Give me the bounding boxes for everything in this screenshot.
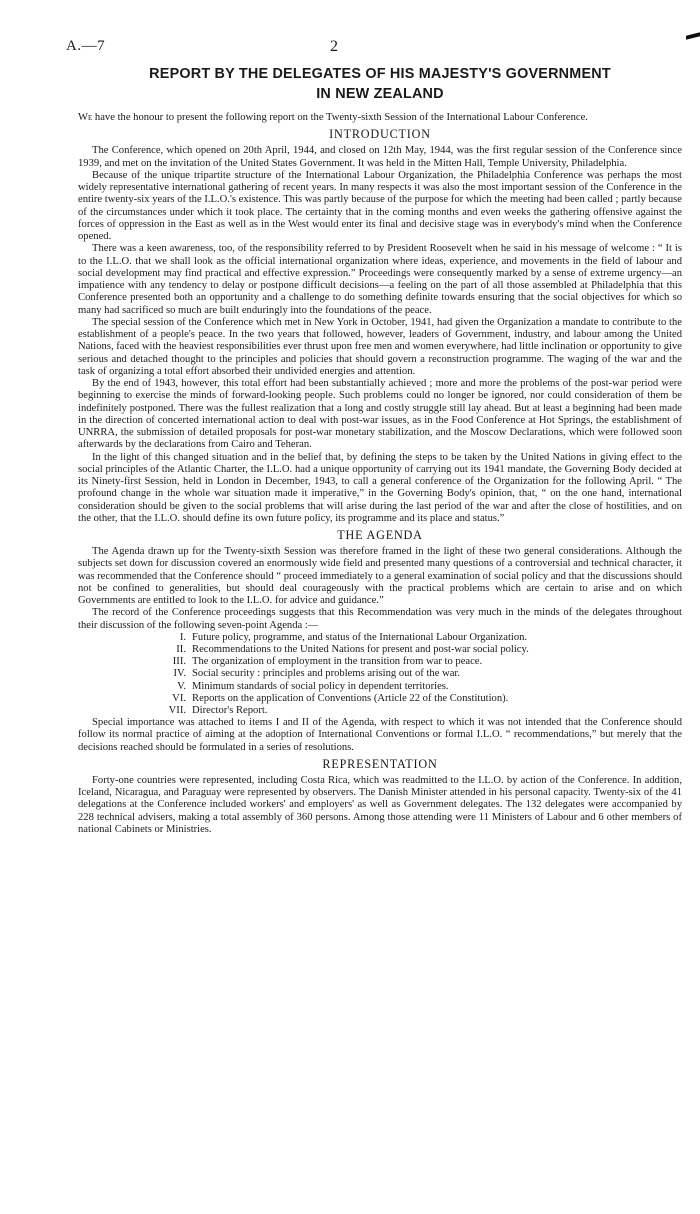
- agenda-item: [164, 693, 682, 705]
- agenda-item-text: Social security : principles and problems arising out of the war.: [192, 668, 461, 680]
- introduction-paragraph: By the end of 1943, however, this total effort had been substantially achieved ; more and more the problems of the post-war period were beginning to exercise the minds of forward-looking people. Such problems could no longer be ignored, nor could consideration of them be indefinitely postponed. There was the fullest realization that a long and costly struggle still lay ahead. But at least a beginning had been made in the direction of concerted international action to deal with post-war issues, as in the Food Conference at Hot Springs, the establishment of UNRRA, the submission of detailed proposals for post-war monetary stabilization, and the Moscow Declarations, which were followed soon afterwards by the declarations from Cairo and Teheran.: [78, 378, 682, 451]
- agenda-item: [164, 668, 682, 680]
- introduction-paragraph: Because of the unique tripartite structure of the International Labour Organization, the Philadelphia Conference was perhaps the most widely representative international gathering of recent years. In many respects it was also the most important session of the Conference in the entire twenty-six years of the I.L.O.'s existence. This was partly because of the purpose for which the meeting had been called ; partly because of the circumstances under which it took place. The certainty that in the coming months and even weeks the gathering offensive against the forces of oppression in the East as well as in the West would enter its final and decisive stage was in everybody's mind when the Conference opened.: [78, 169, 682, 242]
- agenda-item-number: III.: [172, 656, 186, 668]
- page-number: 2: [330, 38, 338, 55]
- opening-paragraph-text: have the honour to present the following report on the Twenty-sixth Session of the International Labour Conference.: [92, 112, 588, 123]
- report-title-line-2: IN NEW ZEALAND: [316, 86, 444, 102]
- opening-paragraph: [78, 112, 682, 124]
- section-heading-introduction: INTRODUCTION: [329, 127, 431, 142]
- opening-paragraph-lead: We: [78, 112, 93, 123]
- agenda-closing-paragraph: Special importance was attached to items I and II of the Agenda, with respect to which it was not intended that the Conference should follow its normal practice of aiming at the adoption of International Conventions or formal I.L.O. “ recommendations,” but merely that the decisions reached should be formulated in a series of resolutions.: [78, 717, 682, 753]
- introduction-paragraph: In the light of this changed situation and in the belief that, by defining the steps to be taken by the United Nations in giving effect to the social principles of the Atlantic Charter, the I.L.O. had a unique opportunity of carrying out its 1941 mandate, the Governing Body decided at its Ninety-first Session, held in London in December, 1943, to call a general conference of the Organization for the following April. “ The profound change in the whole war situation made it imperative,” in the Governing Body's opinion, that, “ on the one hand, international consideration should be given to the social problems that will arise during the last period of the war and after the close of hostilities, and on the other, that the I.L.O. should define its own future policy, its programme and its place and status.”: [78, 451, 682, 524]
- agenda-item: [164, 644, 682, 656]
- agenda-item-number: V.: [177, 680, 186, 692]
- report-title-line-1: REPORT BY THE DELEGATES OF HIS MAJESTY'S GOVERNMENT: [149, 66, 611, 82]
- agenda-item: [164, 705, 682, 717]
- agenda-item-number: VI.: [172, 692, 186, 704]
- introduction-paragraph: The Conference, which opened on 20th April, 1944, and closed on 12th May, 1944, was the first regular session of the Conference since 1939, and met on the invitation of the United States Government. It was held in the Mitten Hall, Temple University, Philadelphia.: [78, 145, 682, 169]
- agenda-paragraph: The Agenda drawn up for the Twenty-sixth Session was therefore framed in the light of these two general considerations. Although the subjects set down for discussion covered an enormously wide field and presented many questions of a controversial and technical character, it was recommended that the Conference should “ proceed immediately to a general examination of social policy and that the discussions should not be confined to generalities, but should deal courageously with the practical problems which are certain to arise and on which Governments are entitled to look to the I.L.O. for advice and guidance.”: [78, 546, 682, 606]
- introduction-paragraph: The special session of the Conference which met in New York in October, 1941, had given the Organization a mandate to contribute to the establishment of a people's peace. In the two years that followed, however, leaders of Government, industry, and labour among the United Nations, faced with the heaviest responsibilities ever thrust upon free men and women everywhere, had little inclination or opportunity to give serious and detached thought to the principles and policies that should govern a reconstruction programme. The waging of the war and the task of organizing a total effort absorbed their undivided energies and attention.: [78, 316, 682, 377]
- agenda-item: [164, 681, 682, 693]
- introduction-paragraph: There was a keen awareness, too, of the responsibility referred to by President Roosevelt when he said in his message of welcome : “ It is to the I.L.O. that we shall look as the official international organization where ideas, experience, and movements in the field of labour and social development may find practical and effective expression.” Proceedings were consequently marked by a sense of extreme urgency—an impatience with any tendency to delay or postpone difficult decisions—a feeling on the part of all those assembled at Philadelphia that this Conference presented both an opportunity and a challenge to do something definite towards ensuring that the social objectives for which so many had sacrificed so much are built enduringly into the foundations of the peace.: [78, 243, 682, 316]
- agenda-item-text: Recommendations to the United Nations for present and post-war social policy.: [192, 643, 529, 655]
- page-header: [66, 38, 682, 60]
- section-heading-representation: REPRESENTATION: [322, 756, 438, 771]
- agenda-item-text: Minimum standards of social policy in dependent territories.: [192, 680, 449, 692]
- agenda-item: [164, 656, 682, 668]
- representation-paragraph: Forty-one countries were represented, including Costa Rica, which was readmitted to the I.L.O. by action of the Conference. In addition, Iceland, Nicaragua, and Paraguay were represented by observers. The Danish Minister attended in his personal capacity. Twenty-six of the 41 delegations at the Conference included workers' and employers' as well as Government delegates. The 132 delegates were accompanied by 228 technical advisers, making a total assembly of 360 persons. Among those attending were 11 Ministers of Labour and 6 other members of national Cabinets or Ministries.: [78, 774, 682, 835]
- agenda-paragraph: The record of the Conference proceedings suggests that this Recommendation was very much in the minds of the delegates throughout their discussion of the following seven-point Agenda :—: [78, 607, 682, 631]
- agenda-list: [78, 632, 682, 717]
- agenda-item-number: I.: [179, 631, 186, 643]
- agenda-item-text: Future policy, programme, and status of the International Labour Organization.: [192, 631, 528, 643]
- page-reference: A.—7: [66, 38, 106, 54]
- agenda-item-number: VII.: [168, 704, 186, 716]
- agenda-item-text: The organization of employment in the transition from war to peace.: [192, 656, 483, 668]
- page-edge-mark: [686, 32, 700, 39]
- agenda-item-text: Director's Report.: [192, 704, 268, 716]
- report-title: [78, 64, 682, 104]
- document-page: [66, 38, 682, 836]
- section-heading-agenda: THE AGENDA: [337, 528, 423, 542]
- agenda-item-number: II.: [176, 643, 186, 655]
- agenda-item-number: IV.: [173, 668, 186, 680]
- agenda-item: [164, 632, 682, 644]
- agenda-item-text: Reports on the application of Conventions (Article 22 of the Constitution).: [192, 692, 509, 704]
